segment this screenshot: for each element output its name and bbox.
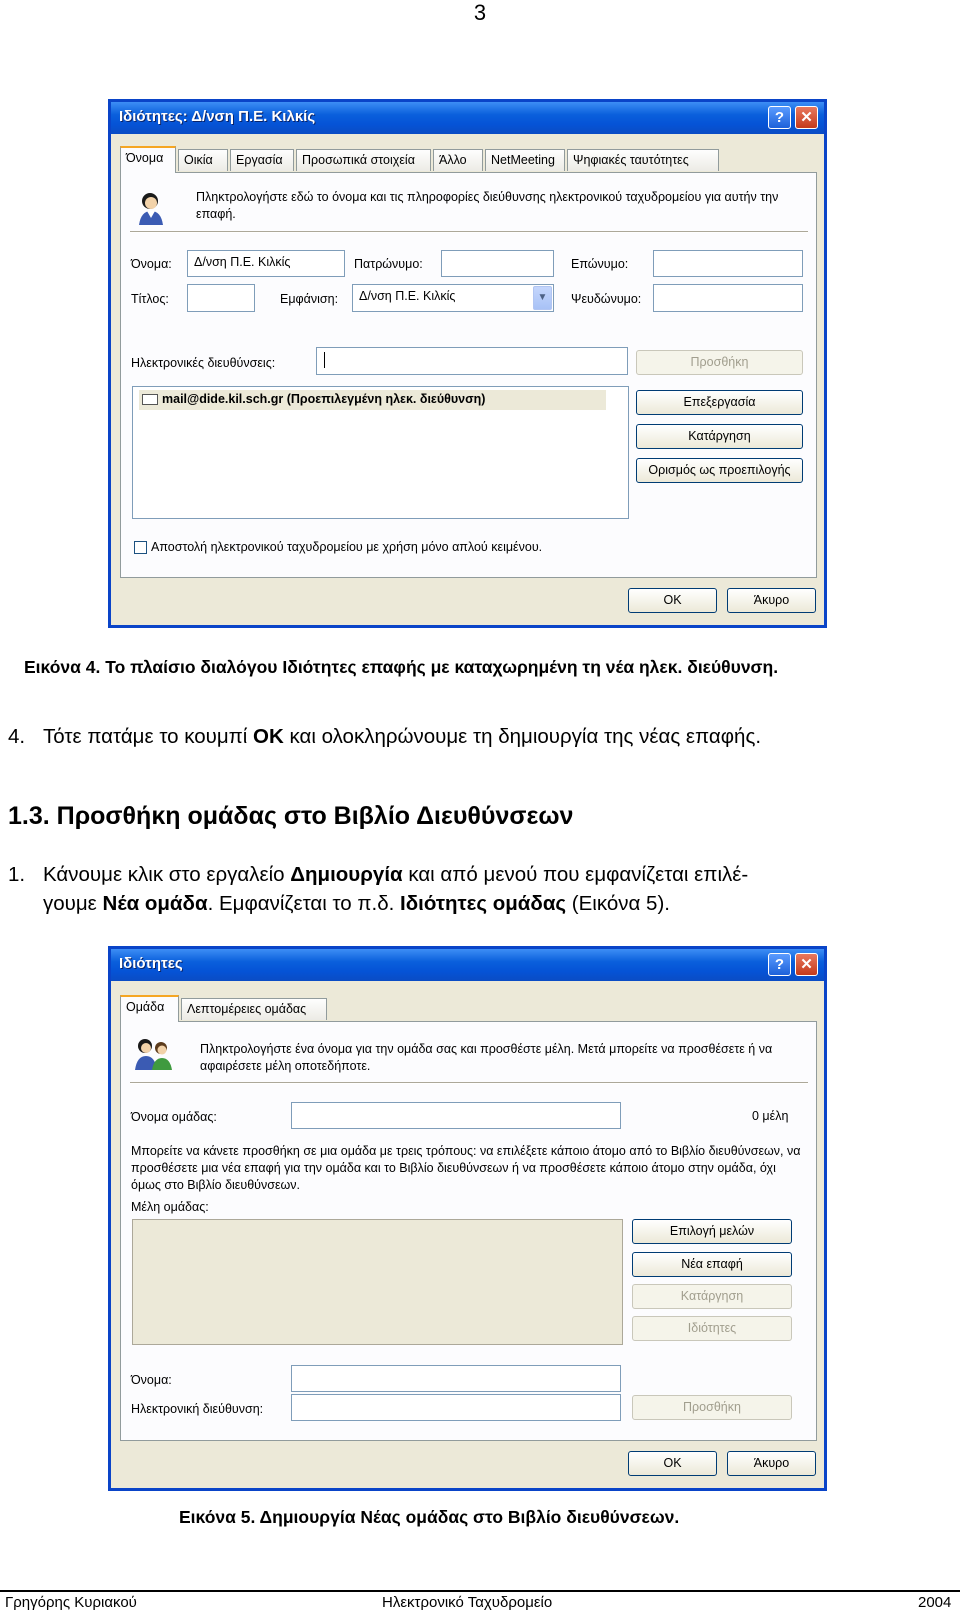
step-text-part: και ολοκληρώνουμε τη δημιουργία της νέας επαφής.	[283, 725, 762, 748]
name-label: Όνομα:	[131, 1373, 172, 1387]
email-label: Ηλεκτρονική διεύθυνση:	[131, 1402, 264, 1416]
tab-business[interactable]: Εργασία	[230, 149, 294, 171]
ok-button[interactable]: OK	[628, 588, 717, 613]
edit-button[interactable]: Επεξεργασία	[636, 390, 803, 415]
email-input[interactable]	[316, 347, 628, 375]
step-text-bold: Νέα ομάδα	[102, 892, 208, 915]
envelope-icon	[142, 394, 158, 405]
intro-text: Πληκτρολογήστε εδώ το όνομα και τις πληροφορίες διεύθυνσης ηλεκτρονικού ταχυδρομείου για αυτήν την επαφή.	[196, 190, 779, 221]
email-list[interactable]	[132, 386, 629, 519]
intro-text: Πληκτρολογήστε ένα όνομα για την ομάδα σας και προσθέστε μέλη. Μετά μπορείτε να προσθέσετε ή να αφαιρέσετε μέλη οποτεδήποτε.	[200, 1042, 773, 1073]
middle-name-field[interactable]	[441, 250, 554, 277]
tab-other[interactable]: Άλλο	[433, 149, 483, 171]
email-addresses-label: Ηλεκτρονικές διευθύνσεις:	[131, 356, 276, 370]
separator	[130, 1082, 808, 1084]
section-heading: 1.3. Προσθήκη ομάδας στο Βιβλίο Διευθύνσεων	[8, 802, 574, 830]
plain-text-label: Αποστολή ηλεκτρονικού ταχυδρομείου με χρήση μόνο απλού κειμένου.	[151, 540, 543, 554]
tab-name[interactable]: Όνομα	[120, 146, 176, 173]
tab-digital-ids[interactable]: Ψηφιακές ταυτότητες	[567, 149, 719, 171]
step-text-line2	[43, 889, 670, 918]
members-list[interactable]	[132, 1219, 623, 1345]
cancel-button[interactable]: Άκυρο	[727, 588, 816, 613]
tab-group[interactable]: Ομάδα	[120, 995, 179, 1022]
display-value: Δ/νση Π.Ε. Κιλκίς	[359, 289, 456, 303]
email-entry-text: mail@dide.kil.sch.gr (Προεπιλεγμένη ηλεκ. διεύθυνση)	[162, 392, 486, 406]
last-name-field[interactable]	[653, 250, 803, 277]
close-icon[interactable]: ✕	[795, 953, 818, 976]
help-text: Μπορείτε να κάνετε προσθήκη σε μια ομάδα με τρεις τρόπους: να επιλέξετε κάποιο άτομο από το Βιβλίο διευθύνσεων, να προσθέσετε μια νέα επαφή για την ομάδα και το Βιβλίο διευθύνσεων ή να προσθέσετε κάποιο άτομο στην ομάδα, όχι όμως στο Βιβλίο διευθύνσεων.	[131, 1144, 801, 1192]
remove-member-button[interactable]: Κατάργηση	[632, 1284, 792, 1309]
help-icon[interactable]: ?	[768, 953, 791, 976]
step-text-part: . Εμφανίζεται το π.δ.	[207, 892, 401, 915]
group-icon	[132, 1036, 176, 1072]
set-default-button[interactable]: Ορισμός ως προεπιλογής	[636, 458, 803, 483]
text-cursor	[324, 352, 325, 368]
name-field[interactable]	[291, 1365, 621, 1392]
footer-title: Ηλεκτρονικό Ταχυδρομείο	[382, 1594, 553, 1611]
tab-panel	[120, 1021, 817, 1441]
page-number: 3	[473, 0, 487, 25]
separator	[130, 231, 808, 233]
contact-icon	[135, 191, 167, 227]
dialog-title: Ιδιότητες: Δ/νση Π.Ε. Κιλκίς	[119, 108, 316, 125]
step-number: 1.	[8, 863, 26, 886]
step-text-bold: Δημιουργία	[290, 863, 403, 886]
middle-name-label: Πατρώνυμο:	[354, 257, 423, 271]
tab-panel	[120, 172, 817, 578]
footer-rule	[0, 1590, 960, 1592]
chevron-down-icon[interactable]: ▼	[533, 286, 552, 310]
member-properties-button[interactable]: Ιδιότητες	[632, 1316, 792, 1341]
title-field[interactable]	[187, 284, 255, 312]
title-bar[interactable]	[111, 102, 824, 134]
tab-personal[interactable]: Προσωπικά στοιχεία	[296, 149, 431, 171]
email-field[interactable]	[291, 1394, 621, 1421]
step-text-part: γουμε	[43, 892, 103, 915]
step-text-bold: OK	[253, 725, 284, 748]
first-name-label: Όνομα:	[131, 257, 172, 271]
step-1	[8, 860, 958, 915]
step-text-part: (Εικόνα 5).	[566, 892, 670, 915]
plain-text-checkbox[interactable]	[134, 541, 147, 554]
title-bar[interactable]	[111, 949, 824, 981]
step-text-line1	[43, 860, 748, 889]
step-text	[43, 722, 761, 751]
step-text-part: Τότε πατάμε το κουμπί	[43, 725, 254, 748]
display-select[interactable]	[352, 284, 554, 312]
members-count: 0 μέλη	[752, 1109, 789, 1123]
step-text-part: Κάνουμε κλικ στο εργαλείο	[43, 863, 291, 886]
remove-button[interactable]: Κατάργηση	[636, 424, 803, 449]
step-text-part: και από μενού που εμφανίζεται επιλέ-	[402, 863, 749, 886]
add-email-button[interactable]: Προσθήκη	[636, 350, 803, 375]
tab-home[interactable]: Οικία	[178, 149, 228, 171]
select-members-button[interactable]: Επιλογή μελών	[632, 1219, 792, 1244]
group-name-label: Όνομα ομάδας:	[131, 1110, 217, 1124]
dialog-title: Ιδιότητες	[119, 955, 183, 972]
display-label: Εμφάνιση:	[280, 292, 339, 306]
step-number: 4.	[8, 725, 26, 748]
footer-year: 2004	[918, 1594, 952, 1611]
step-4	[8, 722, 762, 751]
email-list-item[interactable]	[139, 390, 606, 410]
figure-caption-4: Εικόνα 4. Το πλαίσιο διαλόγου Ιδιότητες επαφής με καταχωρημένη τη νέα ηλεκ. διεύθυνση.	[24, 657, 779, 677]
ok-button[interactable]: OK	[628, 1451, 717, 1476]
nickname-field[interactable]	[653, 284, 803, 312]
nickname-label: Ψευδώνυμο:	[571, 292, 642, 306]
group-name-field[interactable]	[291, 1102, 621, 1129]
add-member-button[interactable]: Προσθήκη	[632, 1395, 792, 1420]
members-label: Μέλη ομάδας:	[131, 1200, 209, 1214]
footer-author: Γρηγόρης Κυριακού	[5, 1594, 137, 1611]
figure-caption-5: Εικόνα 5. Δημιουργία Νέας ομάδας στο Βιβλίο διευθύνσεων.	[179, 1507, 680, 1527]
step-text-bold: Ιδιότητες ομάδας	[400, 892, 567, 915]
cancel-button[interactable]: Άκυρο	[727, 1451, 816, 1476]
last-name-label: Επώνυμο:	[571, 257, 629, 271]
tab-netmeeting[interactable]: NetMeeting	[485, 149, 565, 171]
help-icon[interactable]: ?	[768, 106, 791, 129]
contact-properties-dialog	[108, 99, 827, 628]
group-properties-dialog	[108, 946, 827, 1491]
close-icon[interactable]: ✕	[795, 106, 818, 129]
title-label: Τίτλος:	[131, 292, 169, 306]
first-name-field[interactable]: Δ/νση Π.Ε. Κιλκίς	[187, 250, 345, 277]
new-contact-button[interactable]: Νέα επαφή	[632, 1252, 792, 1277]
tab-group-details[interactable]: Λεπτομέρειες ομάδας	[181, 998, 327, 1020]
